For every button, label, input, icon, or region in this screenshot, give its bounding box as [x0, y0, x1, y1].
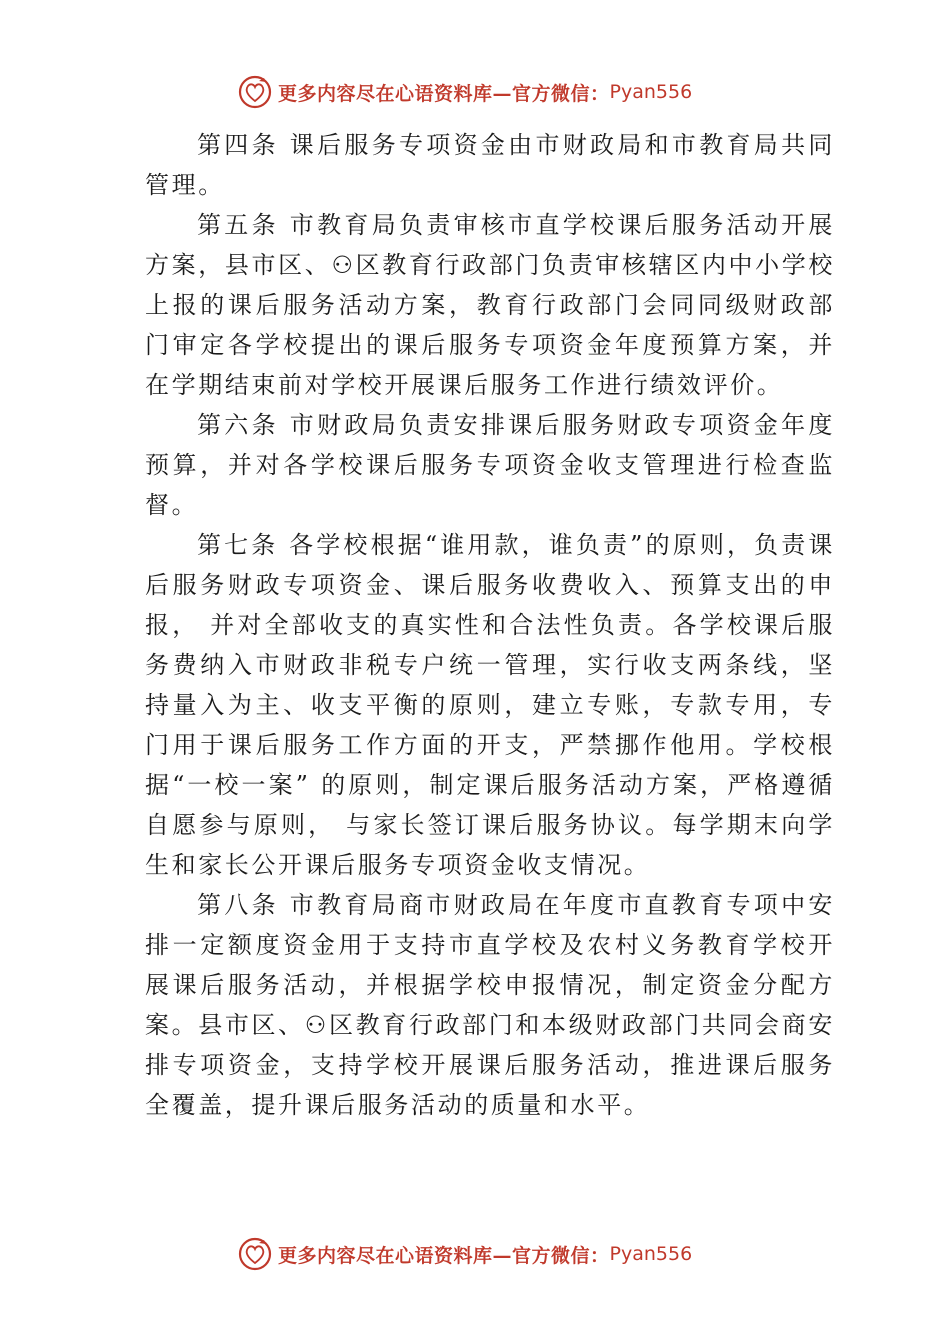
article-6-paragraph: 第六条 市财政局负责安排课后服务财政专项资金年度预算，并对各学校课后服务专项资金收支管理进行检查监督。	[145, 411, 835, 519]
heart-logo-icon	[238, 75, 272, 109]
watermark-site-text: 更多内容尽在心语资料库—官方微信：	[278, 1244, 610, 1267]
article-8-paragraph: 第八条 市教育局商市财政局在年度市直教育专项中安排一定额度资金用于支持市直学校及农村义务教育学校开展课后服务活动，并根据学校申报情况，制定资金分配方案。县市区、⚇区教育行政部门和本级财政部门共同会商安排专项资金，支持学校开展课后服务活动，推进课后服务全覆盖，提升课后服务活动的质量和水平。	[145, 891, 835, 1119]
watermark-wechat-id: Pyan556	[609, 1243, 693, 1265]
watermark-wechat-id: Pyan556	[609, 81, 693, 103]
document-body	[145, 125, 835, 1125]
watermark-group	[238, 72, 692, 112]
watermark-banner-bottom	[0, 1234, 950, 1274]
article-7-paragraph: 第七条 各学校根据“谁用款，谁负责”的原则，负责课后服务财政专项资金、课后服务收费收入、预算支出的申报， 并对全部收支的真实性和合法性负责。各学校课后服务费纳入市财政非税专户统一管理，实行收支两条线，坚持量入为主、收支平衡的原则，建立专账，专款专用，专门用于课后服务工作方面的开支，严禁挪作他用。学校根据“一校一案” 的原则，制定课后服务活动方案，严格遵循自愿参与原则， 与家长签订课后服务协议。每学期末向学生和家长公开课后服务专项资金收支情况。	[145, 531, 835, 879]
article-4-paragraph: 第四条 课后服务专项资金由市财政局和市教育局共同管理。	[145, 131, 835, 199]
watermark-group	[238, 1234, 692, 1274]
heart-logo-icon	[238, 1237, 272, 1271]
article-5-paragraph: 第五条 市教育局负责审核市直学校课后服务活动开展方案，县市区、⚇区教育行政部门负责审核辖区内中小学校上报的课后服务活动方案，教育行政部门会同同级财政部门审定各学校提出的课后服务专项资金年度预算方案，并在学期结束前对学校开展课后服务工作进行绩效评价。	[145, 211, 835, 399]
watermark-banner-top	[0, 72, 950, 112]
watermark-site-text: 更多内容尽在心语资料库—官方微信：	[278, 82, 610, 105]
